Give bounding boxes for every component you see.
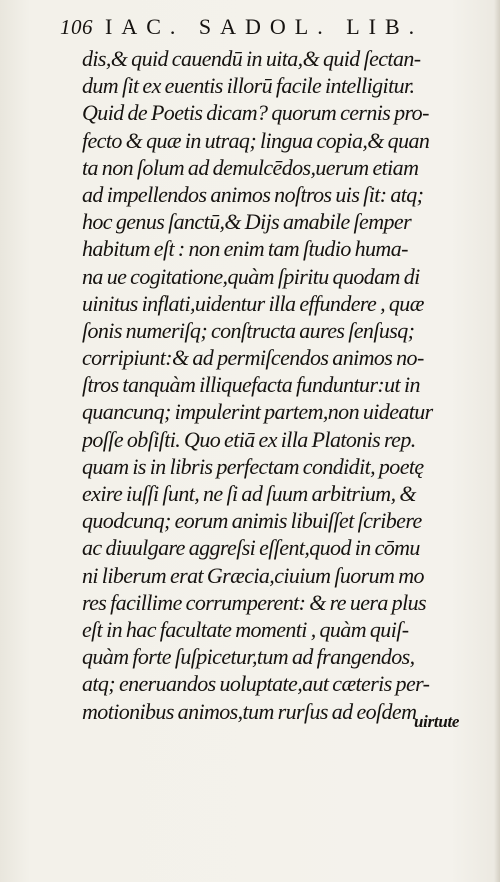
text-line: ac diuulgare aggreſsi eſſent,quod in cōmu	[82, 535, 420, 561]
text-line: exire iuſſi ſunt, ne ſi ad ſuum arbitrium, &	[82, 481, 416, 506]
text-line: na ue cogitatione,quàm ſpiritu quodam di	[82, 263, 420, 289]
text-line: ſtros tanquàm illiquefacta funduntur:ut in	[82, 372, 420, 398]
page-edge-shadow	[494, 0, 500, 882]
body-text	[82, 45, 492, 725]
text-line: quam is in libris perfectam condidit, poetę	[82, 453, 424, 479]
text-line: ta non ſolum ad demulcēdos,uerum etiam	[82, 154, 419, 180]
text-line: habitum eſt : non enim tam ſtudio huma-	[82, 236, 408, 262]
text-line: ni liberum erat Græcia,ciuium ſuorum mo	[82, 562, 424, 588]
text-line: corripiunt:& ad permiſcendos animos no-	[82, 345, 424, 371]
text-line: quàm forte ſuſpicetur,tum ad frangendos,	[82, 644, 415, 670]
text-line: quodcunq; eorum animis libuiſſet ſcribere	[82, 508, 422, 534]
running-title: IAC. SADOL. LIB.	[105, 14, 424, 39]
text-line: poſſe obſiſti. Quo etiā ex illa Platonis rep.	[82, 426, 416, 452]
text-line: uinitus inflati,uidentur illa effundere , quæ	[82, 290, 424, 316]
text-line: Quid de Poetis dicam? quorum cernis pro-	[82, 100, 429, 126]
text-line: motionibus animos,tum rurſus ad eoſdem	[82, 698, 417, 724]
catchword: uirtute	[414, 712, 460, 731]
page-number: 106	[60, 15, 93, 39]
text-line: dis,& quid cauendū in uita,& quid ſectan-	[82, 46, 421, 71]
text-line: ſonis numeriſq; conſtructa aures ſenſusq;	[82, 317, 415, 343]
text-line: quancunq; impulerint partem,non uideatur	[82, 399, 433, 425]
text-line: atq; eneruandos uoluptate,aut cæteris per-	[82, 671, 430, 697]
text-line: fecto & quæ in utraq; lingua copia,& quan	[82, 127, 430, 153]
text-line: res facillime corrumperent: & re uera plus	[82, 589, 426, 615]
text-line: hoc genus ſanctū,& Dijs amabile ſemper	[82, 209, 412, 235]
text-line: eſt in hac facultate momenti , quàm quiſ-	[82, 616, 409, 642]
text-line: dum ſit ex euentis illorū facile intelligitur.	[82, 73, 415, 99]
running-head	[60, 14, 480, 44]
text-line: ad impellendos animos noſtros uis ſit: atq;	[82, 181, 424, 207]
